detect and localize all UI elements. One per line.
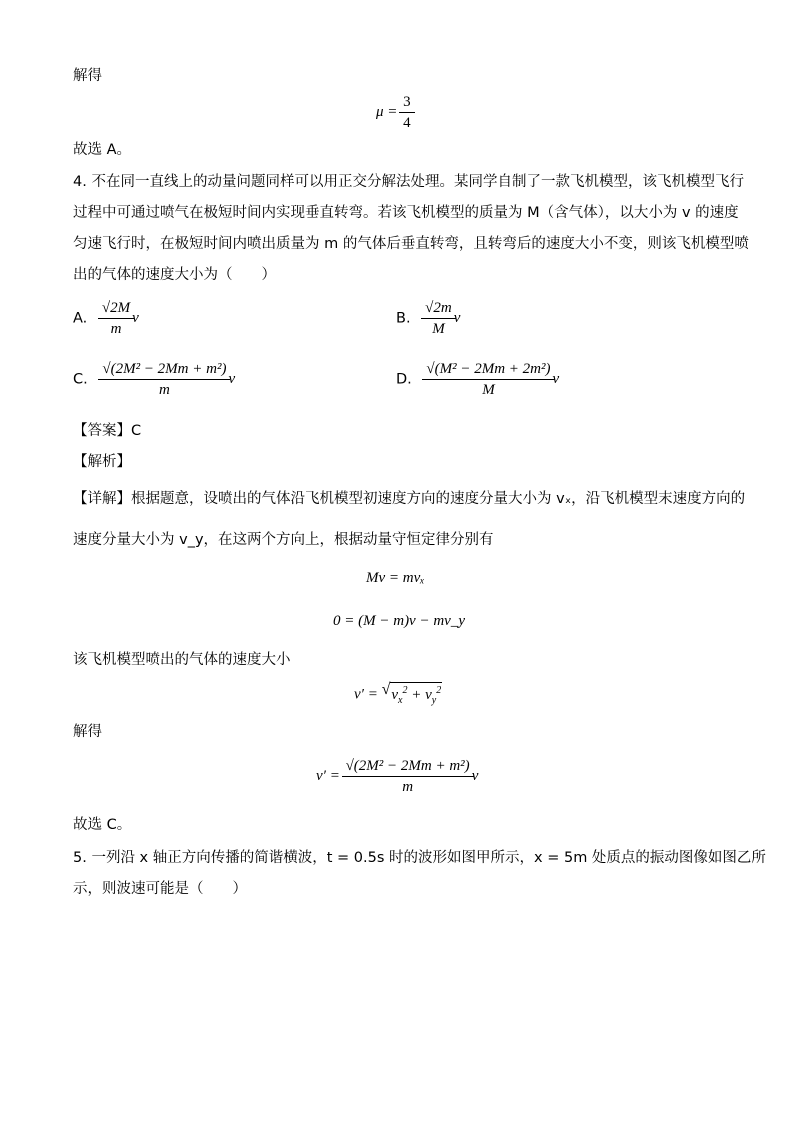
q4-line-1: 4. 不在同一直线上的动量问题同样可以用正交分解法处理。某同学自制了一款飞机模型，该飞机模型飞行 xyxy=(73,174,744,190)
option-a-tail: v xyxy=(132,310,139,326)
speed-text: 该飞机模型喷出的气体的速度大小 xyxy=(73,652,291,668)
eq4-denominator: m xyxy=(342,776,474,795)
option-c-numerator: √(2M² − 2Mm + m²) xyxy=(102,361,227,377)
option-b-numerator: √2m xyxy=(425,300,452,316)
option-a-label: A. xyxy=(73,310,88,327)
jiede-label-2: 解得 xyxy=(73,724,102,740)
equation-mu xyxy=(376,94,413,131)
option-c-tail: v xyxy=(228,371,236,387)
answer-line xyxy=(73,421,723,441)
jiede-label: 解得 xyxy=(73,68,102,84)
detail-line-2: 速度分量大小为 v_y，在这两个方向上，根据动量守恒定律分别有 xyxy=(73,532,494,548)
mu-lhs: μ = xyxy=(376,104,398,120)
answer-value: C xyxy=(131,423,142,439)
detail-tag: 【详解】 xyxy=(73,491,131,507)
detail-text-1: 根据题意，设喷出的气体沿飞机模型初速度方向的速度分量大小为 vₓ，沿飞机模型末速度方向的 xyxy=(131,491,746,507)
option-d-denominator: M xyxy=(422,379,554,398)
eq3-lhs: v′ = xyxy=(354,686,378,703)
option-b[interactable] xyxy=(396,300,460,337)
option-b-label: B. xyxy=(396,310,411,327)
option-d-tail: v xyxy=(552,371,560,387)
option-a-numerator: √2M xyxy=(101,300,131,316)
mu-numerator: 3 xyxy=(403,94,411,110)
option-d-numerator: √(M² − 2Mm + 2m²) xyxy=(426,361,551,377)
q5-line-2: 示，则波速可能是（ ） xyxy=(73,881,247,897)
detail-line-1 xyxy=(73,489,746,509)
equation-momentum-x: Mv = mvₓ xyxy=(366,570,425,586)
eq4-numerator: √(2M² − 2Mm + m²) xyxy=(345,758,470,774)
equation-momentum-y: 0 = (M − m)v − mv_y xyxy=(333,613,465,629)
option-c-label: C. xyxy=(73,371,88,388)
answer-tag: 【答案】 xyxy=(73,423,131,439)
option-c[interactable] xyxy=(73,361,235,398)
equation-speed: v′ = √ $v_x^2 + v_y^2$ xyxy=(354,681,442,706)
option-b-tail: v xyxy=(453,310,461,326)
choose-a-text: 故选 A。 xyxy=(73,142,132,158)
q4-line-2: 过程中可通过喷气在极短时间内实现垂直转弯。若该飞机模型的质量为 M（含气体），以大小为 v 的速度 xyxy=(73,205,739,221)
choose-c-text: 故选 C。 xyxy=(73,817,132,833)
mu-denominator: 4 xyxy=(399,112,415,131)
option-c-denominator: m xyxy=(98,379,230,398)
option-b-denominator: M xyxy=(421,318,456,337)
q4-line-4: 出的气体的速度大小为（ ） xyxy=(73,267,276,283)
option-a[interactable] xyxy=(73,300,139,337)
analysis-tag: 【解析】 xyxy=(73,454,131,470)
option-d-label: D. xyxy=(396,371,412,388)
q4-line-3: 匀速飞行时，在极短时间内喷出质量为 m 的气体后垂直转弯，且转弯后的速度大小不变，则该飞机模型喷 xyxy=(73,236,749,252)
q5-line-1: 5. 一列沿 x 轴正方向传播的简谐横波，t = 0.5s 时的波形如图甲所示，x = 5m 处质点的振动图像如图乙所 xyxy=(73,850,766,866)
option-a-denominator: m xyxy=(98,318,134,337)
eq4-lhs: v′ = xyxy=(316,768,340,784)
eq4-tail: v xyxy=(471,768,479,784)
option-d[interactable] xyxy=(396,361,559,398)
equation-result xyxy=(316,758,478,795)
